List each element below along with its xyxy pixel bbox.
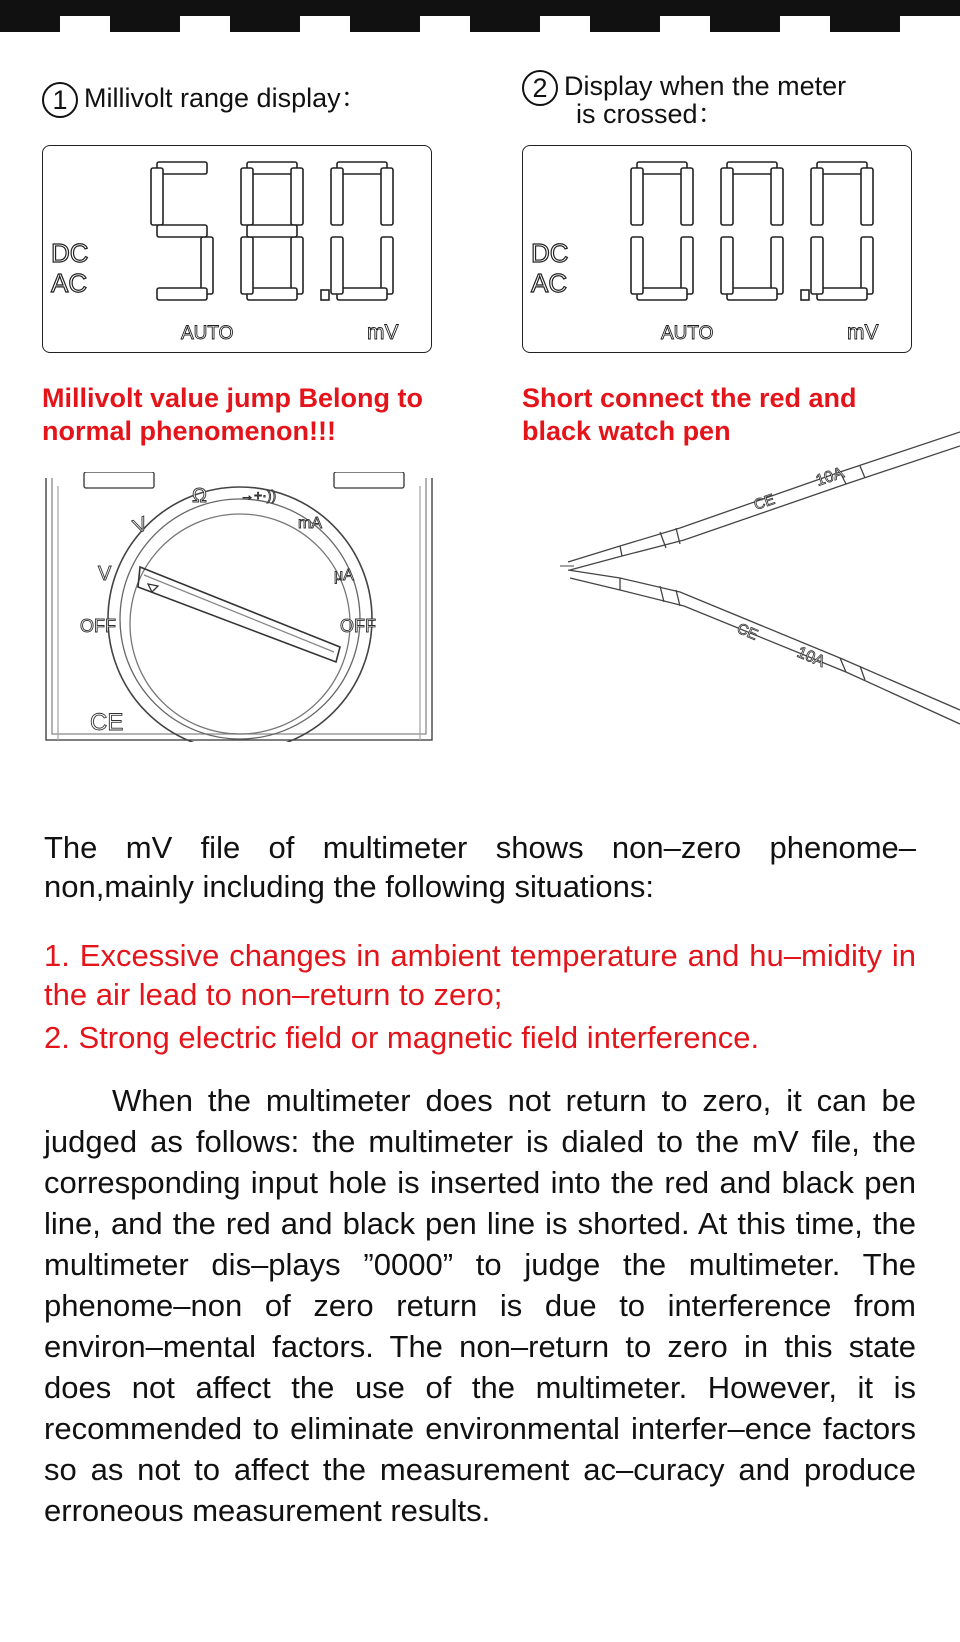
situation-item-1: 1. Excessive changes in ambient temperature and hu–midity in the air lead to non–return to zero; xyxy=(44,938,916,1012)
top-border-strip xyxy=(0,0,960,34)
lcd-segment xyxy=(331,237,343,294)
probe-ce-top: CE xyxy=(751,490,778,514)
lcd-segment xyxy=(637,288,687,300)
lcd-segment xyxy=(157,288,207,300)
lcd-segment xyxy=(637,162,687,174)
dial-diode-label: →+·)) xyxy=(240,487,277,503)
lcd-unit-label: mV xyxy=(847,321,879,344)
probe-rating-top: 10A xyxy=(813,464,847,490)
lcd-digits xyxy=(631,162,873,300)
lcd-ac-label: AC xyxy=(531,268,568,298)
lcd-segment xyxy=(151,168,163,225)
lcd-display-1 xyxy=(42,145,432,353)
lcd-segment xyxy=(721,237,733,294)
lcd-segment xyxy=(247,162,297,174)
dial-off-right-label: OFF xyxy=(340,616,376,636)
lcd-segment xyxy=(247,225,297,237)
lcd-auto-label: AUTO xyxy=(661,323,714,344)
panel2-title: 2 Display when the meter is crossed： xyxy=(522,70,846,129)
lcd-segment xyxy=(201,237,213,294)
dial-volt-ac-label: V xyxy=(130,513,151,539)
lcd-dc-label: DC xyxy=(51,238,89,268)
lcd-segment xyxy=(381,237,393,294)
lcd-segment xyxy=(721,168,733,225)
lcd-dc-label: DC xyxy=(531,238,569,268)
lcd-segment xyxy=(331,168,343,225)
lcd-segment xyxy=(381,168,393,225)
number-badge: 1 xyxy=(42,82,78,118)
lcd-segment xyxy=(241,237,253,294)
lcd-decimal-point xyxy=(321,290,329,300)
multimeter-dial-illustration xyxy=(44,472,436,742)
lcd-segment xyxy=(771,237,783,294)
intro-paragraph: The mV file of multimeter shows non–zero phenome–non,mainly including the following situations: xyxy=(44,830,916,904)
dial-ua-label: μA xyxy=(334,567,354,584)
lcd-ac-label: AC xyxy=(51,268,88,298)
dial-ma-label: mA xyxy=(298,515,322,532)
lcd-display-2 xyxy=(522,145,912,353)
lcd-digits xyxy=(151,162,393,300)
panel1-title: 1 Millivolt range display： xyxy=(42,82,368,118)
lcd-segment xyxy=(241,168,253,225)
number-badge: 2 xyxy=(522,70,558,106)
dial-volt-dc-label: V xyxy=(98,563,112,585)
lcd-unit-label: mV xyxy=(367,321,399,344)
lcd-segment xyxy=(631,237,643,294)
lcd-segment xyxy=(861,168,873,225)
situation-item-2: 2. Strong electric field or magnetic field interference. xyxy=(44,1020,760,1055)
panel2-caption: Short connect the red and black watch pen xyxy=(522,383,857,446)
dial-ohm-label: Ω xyxy=(192,485,207,507)
lcd-segment xyxy=(811,237,823,294)
probe-rating-bottom: 10A xyxy=(794,644,828,671)
lcd-segment xyxy=(157,225,207,237)
ce-mark: CE xyxy=(90,709,124,736)
lcd-auto-label: AUTO xyxy=(181,323,234,344)
lcd-segment xyxy=(247,288,297,300)
panel1-caption: Millivolt value jump Belong to normal phenomenon!!! xyxy=(42,383,424,446)
lcd-segment xyxy=(771,168,783,225)
dial-off-left-label: OFF xyxy=(80,616,116,636)
lcd-segment xyxy=(817,288,867,300)
test-probes-illustration xyxy=(560,420,960,740)
lcd-segment xyxy=(817,162,867,174)
lcd-segment xyxy=(681,168,693,225)
lcd-segment xyxy=(727,162,777,174)
body-paragraph: When the multimeter does not return to zero, it can be judged as follows: the multimeter is dialed to the mV file, the corresponding input hole is inserted into the red and black pen line, and the red and black pen line is shorted. At this time, the multimeter dis–plays ”0000” to judge the multimeter. The phenome–non of zero return is due to interference from environ–mental factors. The non–return to zero in this state does not affect the use of the multimeter. However, it is recommended to eliminate environmental interfer–ence factors so as not to affect the measurement ac–curacy and produce erroneous measurement results. xyxy=(44,1083,916,1528)
lcd-decimal-point xyxy=(801,290,809,300)
lcd-segment xyxy=(811,168,823,225)
lcd-segment xyxy=(337,288,387,300)
lcd-segment xyxy=(291,237,303,294)
lcd-segment xyxy=(157,162,207,174)
probe-ce-bottom: CE xyxy=(734,620,761,644)
lcd-segment xyxy=(681,237,693,294)
lcd-segment xyxy=(337,162,387,174)
lcd-segment xyxy=(631,168,643,225)
lcd-segment xyxy=(291,168,303,225)
lcd-segment xyxy=(861,237,873,294)
lcd-segment xyxy=(727,288,777,300)
